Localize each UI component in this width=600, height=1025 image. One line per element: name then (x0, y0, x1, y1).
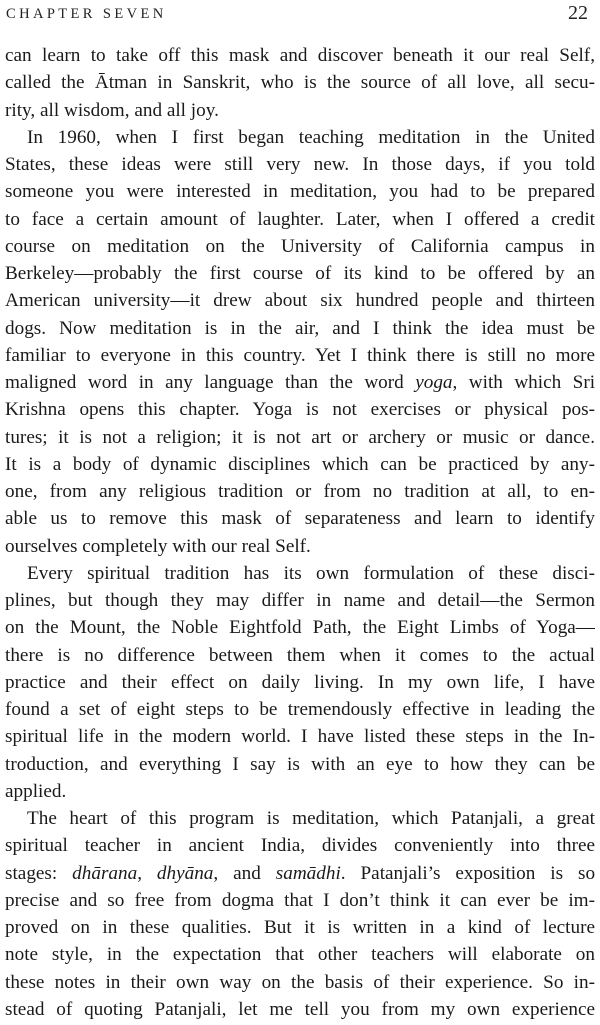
text-line: States, these ideas were still very new. In those days, if you told (5, 154, 595, 175)
text-line: applied. (5, 780, 67, 802)
text-line: practice and their effect on daily living. In my own life, I have (5, 671, 595, 693)
text-line: In 1960, when I first began teaching meditation in the United (27, 126, 595, 148)
text-line: Every spiritual tradition has its own formulation of these disci- (27, 562, 595, 584)
text-line: can learn to take off this mask and discover beneath it our real Self, (5, 45, 595, 66)
text-line: proved on in these qualities. But it is written in a kind of lecture (5, 917, 595, 938)
text-line: note style, in the expectation that other teachers will elaborate on (5, 944, 595, 966)
text-line: stead of quoting Patanjali, let me tell you from my own experience (5, 998, 595, 1020)
chapter-title: CHAPTER SEVEN (6, 6, 167, 22)
text-line: found a set of eight steps to be tremendously effective in leading the (5, 699, 595, 720)
text-line: able us to remove this mask of separateness and learn to identify (5, 508, 595, 530)
text-line: stages: dhārana, dhyāna, and samādhi. Patanjali’s exposition is so (5, 862, 595, 884)
text-line: these notes in their own way on the basis of their experience. So in- (5, 971, 595, 993)
text-line: troduction, and everything I say is with an eye to how they can be (5, 753, 595, 775)
text-line: spiritual life in the modern world. I have listed these steps in the In- (5, 726, 595, 748)
page-number: 22 (568, 2, 588, 24)
text-line: someone you were interested in meditation, you had to be prepared (5, 181, 595, 203)
text-line: spiritual teacher in ancient India, divides conveniently into three (5, 835, 595, 857)
text-line: dogs. Now meditation is in the air, and I think the idea must be (5, 317, 595, 339)
text-line: called the Ātman in Sanskrit, who is the source of all love, all secu- (5, 72, 595, 94)
text-line: maligned word in any language than the word yoga, with which Sri (5, 372, 595, 393)
text-line: plines, but though they may differ in name and detail—the Sermon (5, 590, 595, 611)
text-line: Berkeley—probably the first course of its kind to be offered by an (5, 263, 595, 284)
text-line: precise and so free from dogma that I don’t think it can ever be im- (5, 889, 595, 911)
text-line: to face a certain amount of laughter. Later, when I offered a credit (5, 208, 595, 230)
text-line: course on meditation on the University of California campus in (5, 235, 595, 257)
running-head (6, 2, 590, 28)
text-line: rity, all wisdom, and all joy. (5, 99, 219, 121)
text-line: tures; it is not a religion; it is not art or archery or music or dance. (5, 426, 595, 448)
text-line: there is no difference between them when it comes to the actual (5, 644, 595, 666)
text-line: familiar to everyone in this country. Yet I think there is still no more (5, 344, 595, 366)
text-line: ourselves completely with our real Self. (5, 535, 311, 557)
text-line: American university—it drew about six hundred people and thirteen (5, 290, 595, 312)
text-line: one, from any religious tradition or from no tradition at all, to en- (5, 481, 595, 502)
body-text (5, 42, 595, 1023)
text-line: The heart of this program is meditation, which Patanjali, a great (27, 808, 595, 829)
text-line: on the Mount, the Noble Eightfold Path, the Eight Limbs of Yoga— (5, 617, 595, 639)
text-line: It is a body of dynamic disciplines which can be practiced by any- (5, 453, 595, 475)
text-line: Krishna opens this chapter. Yoga is not exercises or physical pos- (5, 399, 595, 421)
